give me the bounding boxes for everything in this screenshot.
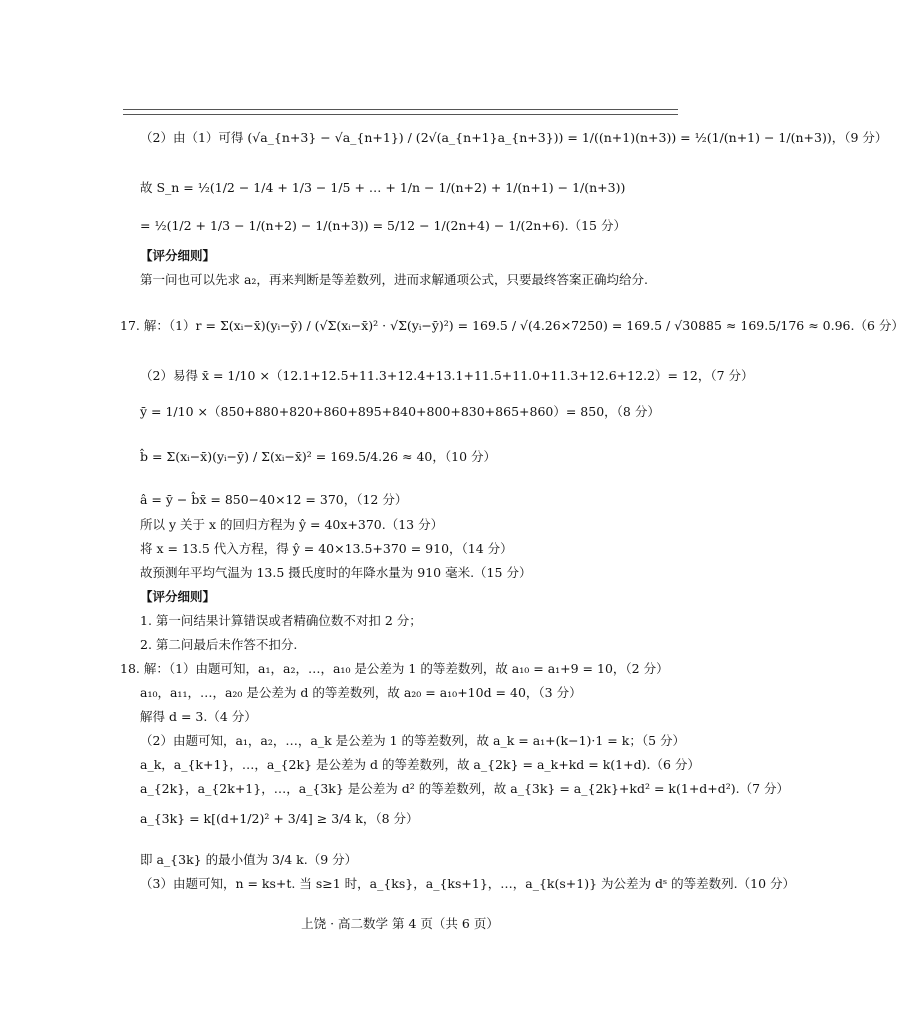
q18-part1-result: 解得 d = 3.（4 分）: [140, 709, 257, 724]
q17-b-hat: b̂ = Σ(xᵢ−x̄)(yᵢ−ȳ) / Σ(xᵢ−x̄)² = 169.5/4.26 ≈ 40，（10 分）: [140, 449, 497, 464]
q18-part2-inequality: a_{3k} = k[(d+1/2)² + 3/4] ≥ 3/4 k，（8 分）: [140, 811, 419, 826]
q16-part2-step1: （2）由（1）可得 (√a_{n+3} − √a_{n+1}) / (2√(a_{n+1}a_{n+3})) = 1/((n+1)(n+3)) = ½(1/(n+1) − 1/(n+3))，（9 分）: [140, 130, 888, 145]
q17-x-mean: （2）易得 x̄ = 1/10 ×（12.1+12.5+11.3+12.4+13.1+11.5+11.0+11.3+12.6+12.2）= 12，（7 分）: [140, 368, 754, 383]
q18-part2-step3: a_{2k}，a_{2k+1}，…，a_{3k} 是公差为 d² 的等差数列，故 a_{3k} = a_{2k}+kd² = k(1+d+d²).（7 分）: [140, 781, 790, 796]
q18-part1-step2: a₁₀，a₁₁，…，a₂₀ 是公差为 d 的等差数列，故 a₂₀ = a₁₀+10d = 40，（3 分）: [140, 685, 582, 700]
q18-part2-step2: a_k，a_{k+1}，…，a_{2k} 是公差为 d 的等差数列，故 a_{2k} = a_k+kd = k(1+d).（6 分）: [140, 757, 700, 772]
q18-part1-step1: 18. 解：（1）由题可知，a₁，a₂，…，a₁₀ 是公差为 1 的等差数列，故 a₁₀ = a₁+9 = 10，（2 分）: [120, 661, 669, 676]
header-rule-bottom: [123, 114, 678, 115]
grading-note-2-1: 1. 第一问结果计算错误或者精确位数不对扣 2 分；: [140, 613, 422, 628]
q17-correlation: 17. 解：（1）r = Σ(xᵢ−x̄)(yᵢ−ȳ) / (√Σ(xᵢ−x̄)² · √Σ(yᵢ−ȳ)²) = 169.5 / √(4.26×7250) = 169.5 / √30885 ≈ 169.5/176 ≈ 0.96.（6 分）: [120, 318, 904, 333]
q17-y-mean: ȳ = 1/10 ×（850+880+820+860+895+840+800+830+865+860）= 850，（8 分）: [140, 404, 660, 419]
grading-note-1: 第一问也可以先求 a₂，再来判断是等差数列，进而求解通项公式，只要最终答案正确均给分.: [140, 272, 648, 287]
q17-regression: 所以 y 关于 x 的回归方程为 ŷ = 40x+370.（13 分）: [140, 517, 444, 532]
grading-heading-2: 【评分细则】: [140, 589, 216, 604]
header-rule-top: [123, 109, 678, 110]
q18-part3-step1: （3）由题可知，n = ks+t. 当 s≥1 时，a_{ks}，a_{ks+1}，…，a_{k(s+1)} 为公差为 dˢ 的等差数列.（10 分）: [140, 876, 796, 891]
grading-heading-1: 【评分细则】: [140, 248, 216, 263]
q18-part2-min: 即 a_{3k} 的最小值为 3/4 k.（9 分）: [140, 852, 358, 867]
q16-sum-expansion: 故 S_n = ½(1/2 − 1/4 + 1/3 − 1/5 + … + 1/n − 1/(n+2) + 1/(n+1) − 1/(n+3)): [140, 180, 626, 195]
q17-conclusion: 故预测年平均气温为 13.5 摄氏度时的年降水量为 910 毫米.（15 分）: [140, 565, 532, 580]
q18-part2-step1: （2）由题可知，a₁，a₂，…，a_k 是公差为 1 的等差数列，故 a_k = a₁+(k−1)·1 = k；（5 分）: [140, 733, 685, 748]
page-footer: 上饶 · 高二数学 第 4 页（共 6 页）: [301, 916, 499, 931]
grading-note-2-2: 2. 第二问最后未作答不扣分.: [140, 637, 298, 652]
q17-a-hat: â = ȳ − b̂x̄ = 850−40×12 = 370，（12 分）: [140, 492, 408, 507]
q16-sum-result: = ½(1/2 + 1/3 − 1/(n+2) − 1/(n+3)) = 5/12 − 1/(2n+4) − 1/(2n+6).（15 分）: [140, 218, 626, 233]
q17-substitute: 将 x = 13.5 代入方程，得 ŷ = 40×13.5+370 = 910，（14 分）: [140, 541, 513, 556]
